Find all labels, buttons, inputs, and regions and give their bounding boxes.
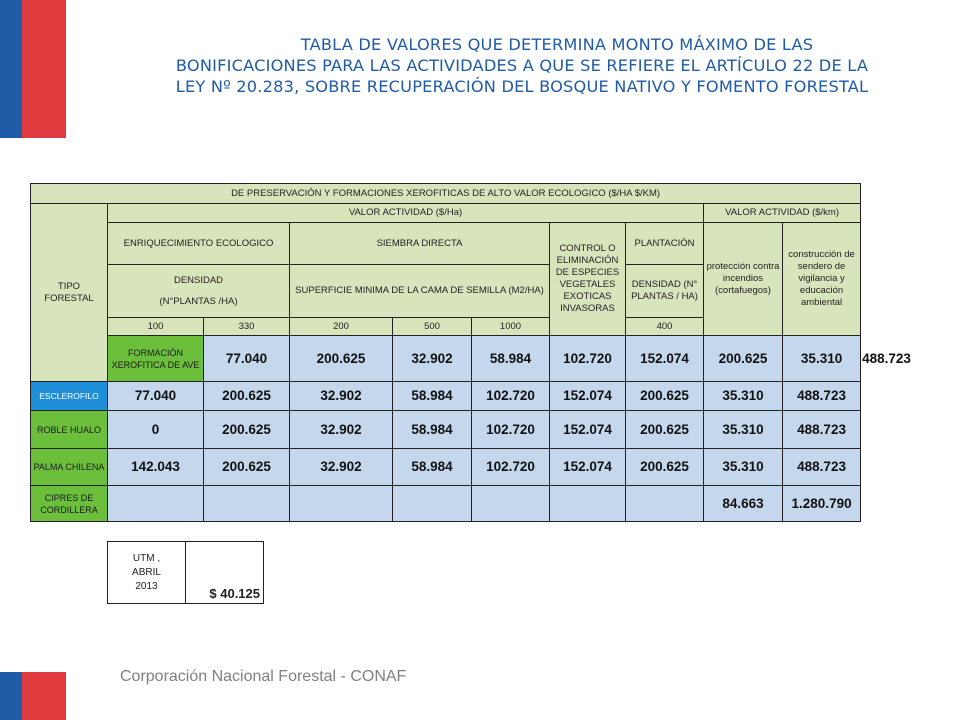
title-line-3: LEY Nº 20.283, SOBRE RECUPERACIÓN DEL BOSQUE NATIVO Y FOMENTO FORESTAL bbox=[175, 77, 869, 96]
header-densidad-plantacion: DENSIDAD (N° PLANTAS / HA) bbox=[626, 265, 704, 318]
utm-label-line-1: UTM , bbox=[132, 552, 161, 564]
value-cell: 35.310 bbox=[704, 382, 783, 411]
value-cell: 488.723 bbox=[783, 411, 861, 449]
value-cell: 200.625 bbox=[204, 411, 290, 449]
title-line-1: TABLA DE VALORES QUE DETERMINA MONTO MÁXIMO DE LAS bbox=[300, 35, 814, 54]
densidad-label: DENSIDAD bbox=[173, 274, 224, 286]
value-cell: 35.310 bbox=[704, 411, 783, 449]
value-cell: 84.663 bbox=[704, 486, 783, 522]
utm-table bbox=[107, 541, 264, 604]
flag-decoration-top bbox=[0, 0, 66, 138]
value-cell: 200.625 bbox=[626, 449, 704, 486]
value-cell: 488.723 bbox=[783, 449, 861, 486]
utm-label bbox=[108, 542, 186, 604]
values-table bbox=[30, 183, 911, 522]
flag-blue-stripe bbox=[0, 0, 22, 138]
row-label: ROBLE HUALO bbox=[31, 411, 108, 449]
value-cell bbox=[550, 486, 626, 522]
value-cell: 142.043 bbox=[108, 449, 204, 486]
value-cell: 58.984 bbox=[472, 336, 550, 382]
value-cell bbox=[108, 486, 204, 522]
header-tipo-forestal: TIPO FORESTAL bbox=[31, 204, 108, 382]
flag-decoration-bottom bbox=[0, 672, 66, 720]
value-cell: 32.902 bbox=[290, 449, 393, 486]
sub-header-cell: 200 bbox=[290, 318, 393, 336]
sub-header-cell: 100 bbox=[108, 318, 204, 336]
value-cell: 77.040 bbox=[204, 336, 290, 382]
header-valor-km: VALOR ACTIVIDAD ($/km) bbox=[704, 204, 861, 223]
value-cell: 102.720 bbox=[472, 411, 550, 449]
table-row bbox=[31, 411, 861, 449]
table-row: FORMACIÓN XEROFITICA DE AVE 77.040 200.625 32.902 58.984 102.720 152.074 200.625 35.310 488.723 bbox=[31, 336, 861, 382]
header-densidad bbox=[108, 265, 290, 318]
table-caption: DE PRESERVACIÓN Y FORMACIONES XEROFITICAS DE ALTO VALOR ECOLOGICO ($/HA $/KM) bbox=[31, 184, 861, 204]
sub-header-cell: 400 bbox=[626, 318, 704, 336]
value-cell: 102.720 bbox=[472, 449, 550, 486]
value-cell bbox=[472, 486, 550, 522]
value-cell bbox=[204, 486, 290, 522]
header-proteccion: protección contra incendios (cortafuegos) bbox=[704, 223, 783, 336]
value-cell: 152.074 bbox=[550, 382, 626, 411]
flag-red-stripe bbox=[22, 672, 66, 720]
header-superficie: SUPERFICIE MINIMA DE LA CAMA DE SEMILLA (M2/HA) bbox=[290, 265, 550, 318]
sub-header-cell: 330 bbox=[204, 318, 290, 336]
value-cell: 488.723 bbox=[783, 382, 861, 411]
row-label: ESCLEROFILO bbox=[31, 382, 108, 411]
value-cell bbox=[290, 486, 393, 522]
value-cell: 200.625 bbox=[204, 449, 290, 486]
value-cell: 32.902 bbox=[290, 411, 393, 449]
table-row bbox=[31, 449, 861, 486]
header-control-especies: CONTROL O ELIMINACIÓN DE ESPECIES VEGETALES EXOTICAS INVASORAS bbox=[550, 223, 626, 336]
header-valor-ha: VALOR ACTIVIDAD ($/Ha) bbox=[108, 204, 704, 223]
value-cell: 58.984 bbox=[393, 382, 472, 411]
header-enriquecimiento: ENRIQUECIMIENTO ECOLOGICO bbox=[108, 223, 290, 265]
header-siembra-directa: SIEMBRA DIRECTA bbox=[290, 223, 550, 265]
title-line-2: BONIFICACIONES PARA LAS ACTIVIDADES A QUE SE REFIERE EL ARTÍCULO 22 DE LA bbox=[175, 56, 869, 75]
value-cell: 102.720 bbox=[550, 336, 626, 382]
sub-header-cell: 500 bbox=[393, 318, 472, 336]
sub-header-cell: 1000 bbox=[472, 318, 550, 336]
value-cell: 58.984 bbox=[393, 411, 472, 449]
value-cell: 200.625 bbox=[626, 411, 704, 449]
value-cell: 32.902 bbox=[393, 336, 472, 382]
value-cell: 0 bbox=[108, 411, 204, 449]
value-cell: 35.310 bbox=[704, 449, 783, 486]
value-cell: 200.625 bbox=[290, 336, 393, 382]
value-cell: 102.720 bbox=[472, 382, 550, 411]
value-cell: 77.040 bbox=[108, 382, 204, 411]
value-cell bbox=[626, 486, 704, 522]
utm-label-line-2: ABRIL bbox=[132, 566, 161, 578]
footer-organization: Corporación Nacional Forestal - CONAF bbox=[120, 668, 407, 685]
value-cell: 152.074 bbox=[550, 411, 626, 449]
flag-blue-stripe bbox=[0, 672, 22, 720]
value-cell: 200.625 bbox=[204, 382, 290, 411]
densidad-unit: (N°PLANTAS /HA) bbox=[159, 295, 238, 307]
value-cell: 152.074 bbox=[626, 336, 704, 382]
header-construccion: construcción de sendero de vigilancia y educación ambiental bbox=[783, 223, 861, 336]
table-row bbox=[31, 486, 861, 522]
value-cell: 35.310 bbox=[783, 336, 861, 382]
row-label: FORMACIÓN XEROFITICA DE AVE bbox=[108, 336, 204, 382]
value-cell: 1.280.790 bbox=[783, 486, 861, 522]
utm-value: $ 40.125 bbox=[186, 542, 264, 604]
table-row bbox=[31, 382, 861, 411]
header-plantacion: PLANTACIÓN bbox=[626, 223, 704, 265]
value-cell: 200.625 bbox=[704, 336, 783, 382]
value-cell: 58.984 bbox=[393, 449, 472, 486]
flag-red-stripe bbox=[22, 0, 66, 138]
row-label: PALMA CHILENA bbox=[31, 449, 108, 486]
value-cell: 32.902 bbox=[290, 382, 393, 411]
value-cell bbox=[393, 486, 472, 522]
value-cell: 200.625 bbox=[626, 382, 704, 411]
row-label: CIPRES DE CORDILLERA bbox=[31, 486, 108, 522]
value-cell: 152.074 bbox=[550, 449, 626, 486]
page-title bbox=[76, 34, 960, 97]
utm-label-line-3: 2013 bbox=[135, 580, 158, 592]
